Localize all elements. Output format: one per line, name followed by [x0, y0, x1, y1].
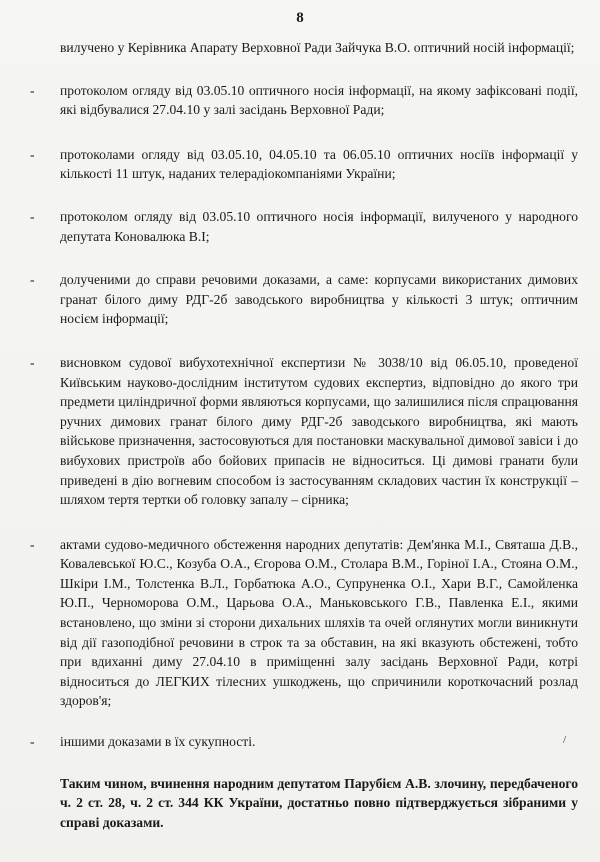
- list-item-text: протоколом огляду від 03.05.10 оптичного носія інформації, вилученого у народного депутата Коновалюка В.І;: [60, 208, 578, 244]
- list-item: [0, 535, 600, 711]
- list-dash: -: [30, 146, 35, 162]
- margin-mark: /: [563, 734, 567, 746]
- list-item-text: протоколами огляду від 03.05.10, 04.05.10 та 06.05.10 оптичних носіїв інформації у кількості 11 штук, наданих телерадіокомпаніями України;: [60, 146, 578, 182]
- list-dash: -: [30, 82, 35, 98]
- list-dash: -: [30, 354, 35, 370]
- list-item-text: вилучено у Керівника Апарату Верховної Ради Зайчука В.О. оптичний носій інформації;: [60, 40, 575, 55]
- list-item-text: іншими доказами в їх сукупності.: [60, 734, 256, 750]
- list-item: [0, 145, 600, 184]
- list-item-text: протоколом огляду від 03.05.10 оптичного носія інформації, на якому зафіксовані події, які відбувалися 27.04.10 у залі засідань Верховної Ради;: [60, 82, 578, 118]
- list-item-text: висновком судової вибухотехнічної експертизи № 3038/10 від 06.05.10, проведеної Київським науково-дослідним інститутом судових експертиз, відповідно до якого три предмети циліндричної форми являються корпусами, що залишилися після спрацювання ручних димових гранат білого диму РДГ-2б заводського виробництва, які мають військове призначення, застосовуються для постановки маскувальної димової завіси і до вибухових пристроїв або бойових припасів не відноситься. Ці димові гранати були приведені в дію вогневим способом із застосуванням складових частин їх конструкції – шляхом тертя тертки об головку запалу – сірника;: [60, 354, 578, 508]
- list-item: [0, 207, 600, 246]
- list-dash: -: [30, 536, 35, 552]
- list-item: [0, 270, 600, 329]
- list-dash: -: [30, 734, 35, 750]
- list-item: [0, 732, 600, 752]
- evidence-list: [0, 38, 600, 846]
- list-item: [0, 81, 600, 120]
- page-number: 8: [296, 10, 304, 26]
- list-dash: -: [30, 208, 35, 224]
- list-item-text: актами судово-медичного обстеження народних депутатів: Дем'янка М.І., Святаша Д.В., Ковалевської Ю.С., Козуба О.А., Єгорова О.М., Столара В.М., Горіної І.А., Стояна О.М., Шкіри І.М., Толстенка В.Л., Горбатюка А.О., Супруненка О.І., Хари В.Г., Самойленка Ю.П., Черноморова О.М., Царьова О.А., Маньковського Г.В., Павленка Е.І., якими встановлено, що зміни зі сторони дихальних шляхів та очей оглянутих могли виникнути від дії газоподібної речовини в строк та за обставин, на які вказують обстежені, тобто при вдиханні диму 27.04.10 в приміщенні залу засідань Верховної Ради, котрі відноситься до ЛЕГКИХ тілесних ушкоджень, що спричинили короткочасний розлад здоров'я;: [60, 536, 578, 709]
- list-dash: -: [30, 272, 35, 288]
- conclusion-paragraph: Таким чином, вчинення народним депутатом Парубієм А.В. злочину, передбаченого ч. 2 ст. 28, ч. 2 ст. 344 КК України, достатньо повно підтверджується зібраними у справі доказами.: [60, 775, 578, 830]
- list-item: [0, 353, 600, 510]
- list-item: [0, 38, 600, 58]
- list-item-text: долученими до справи речовими доказами, а саме: корпусами використаних димових гранат білого диму РДГ-2б заводського виробництва у кількості 3 штук; оптичним носієм інформації;: [60, 272, 578, 327]
